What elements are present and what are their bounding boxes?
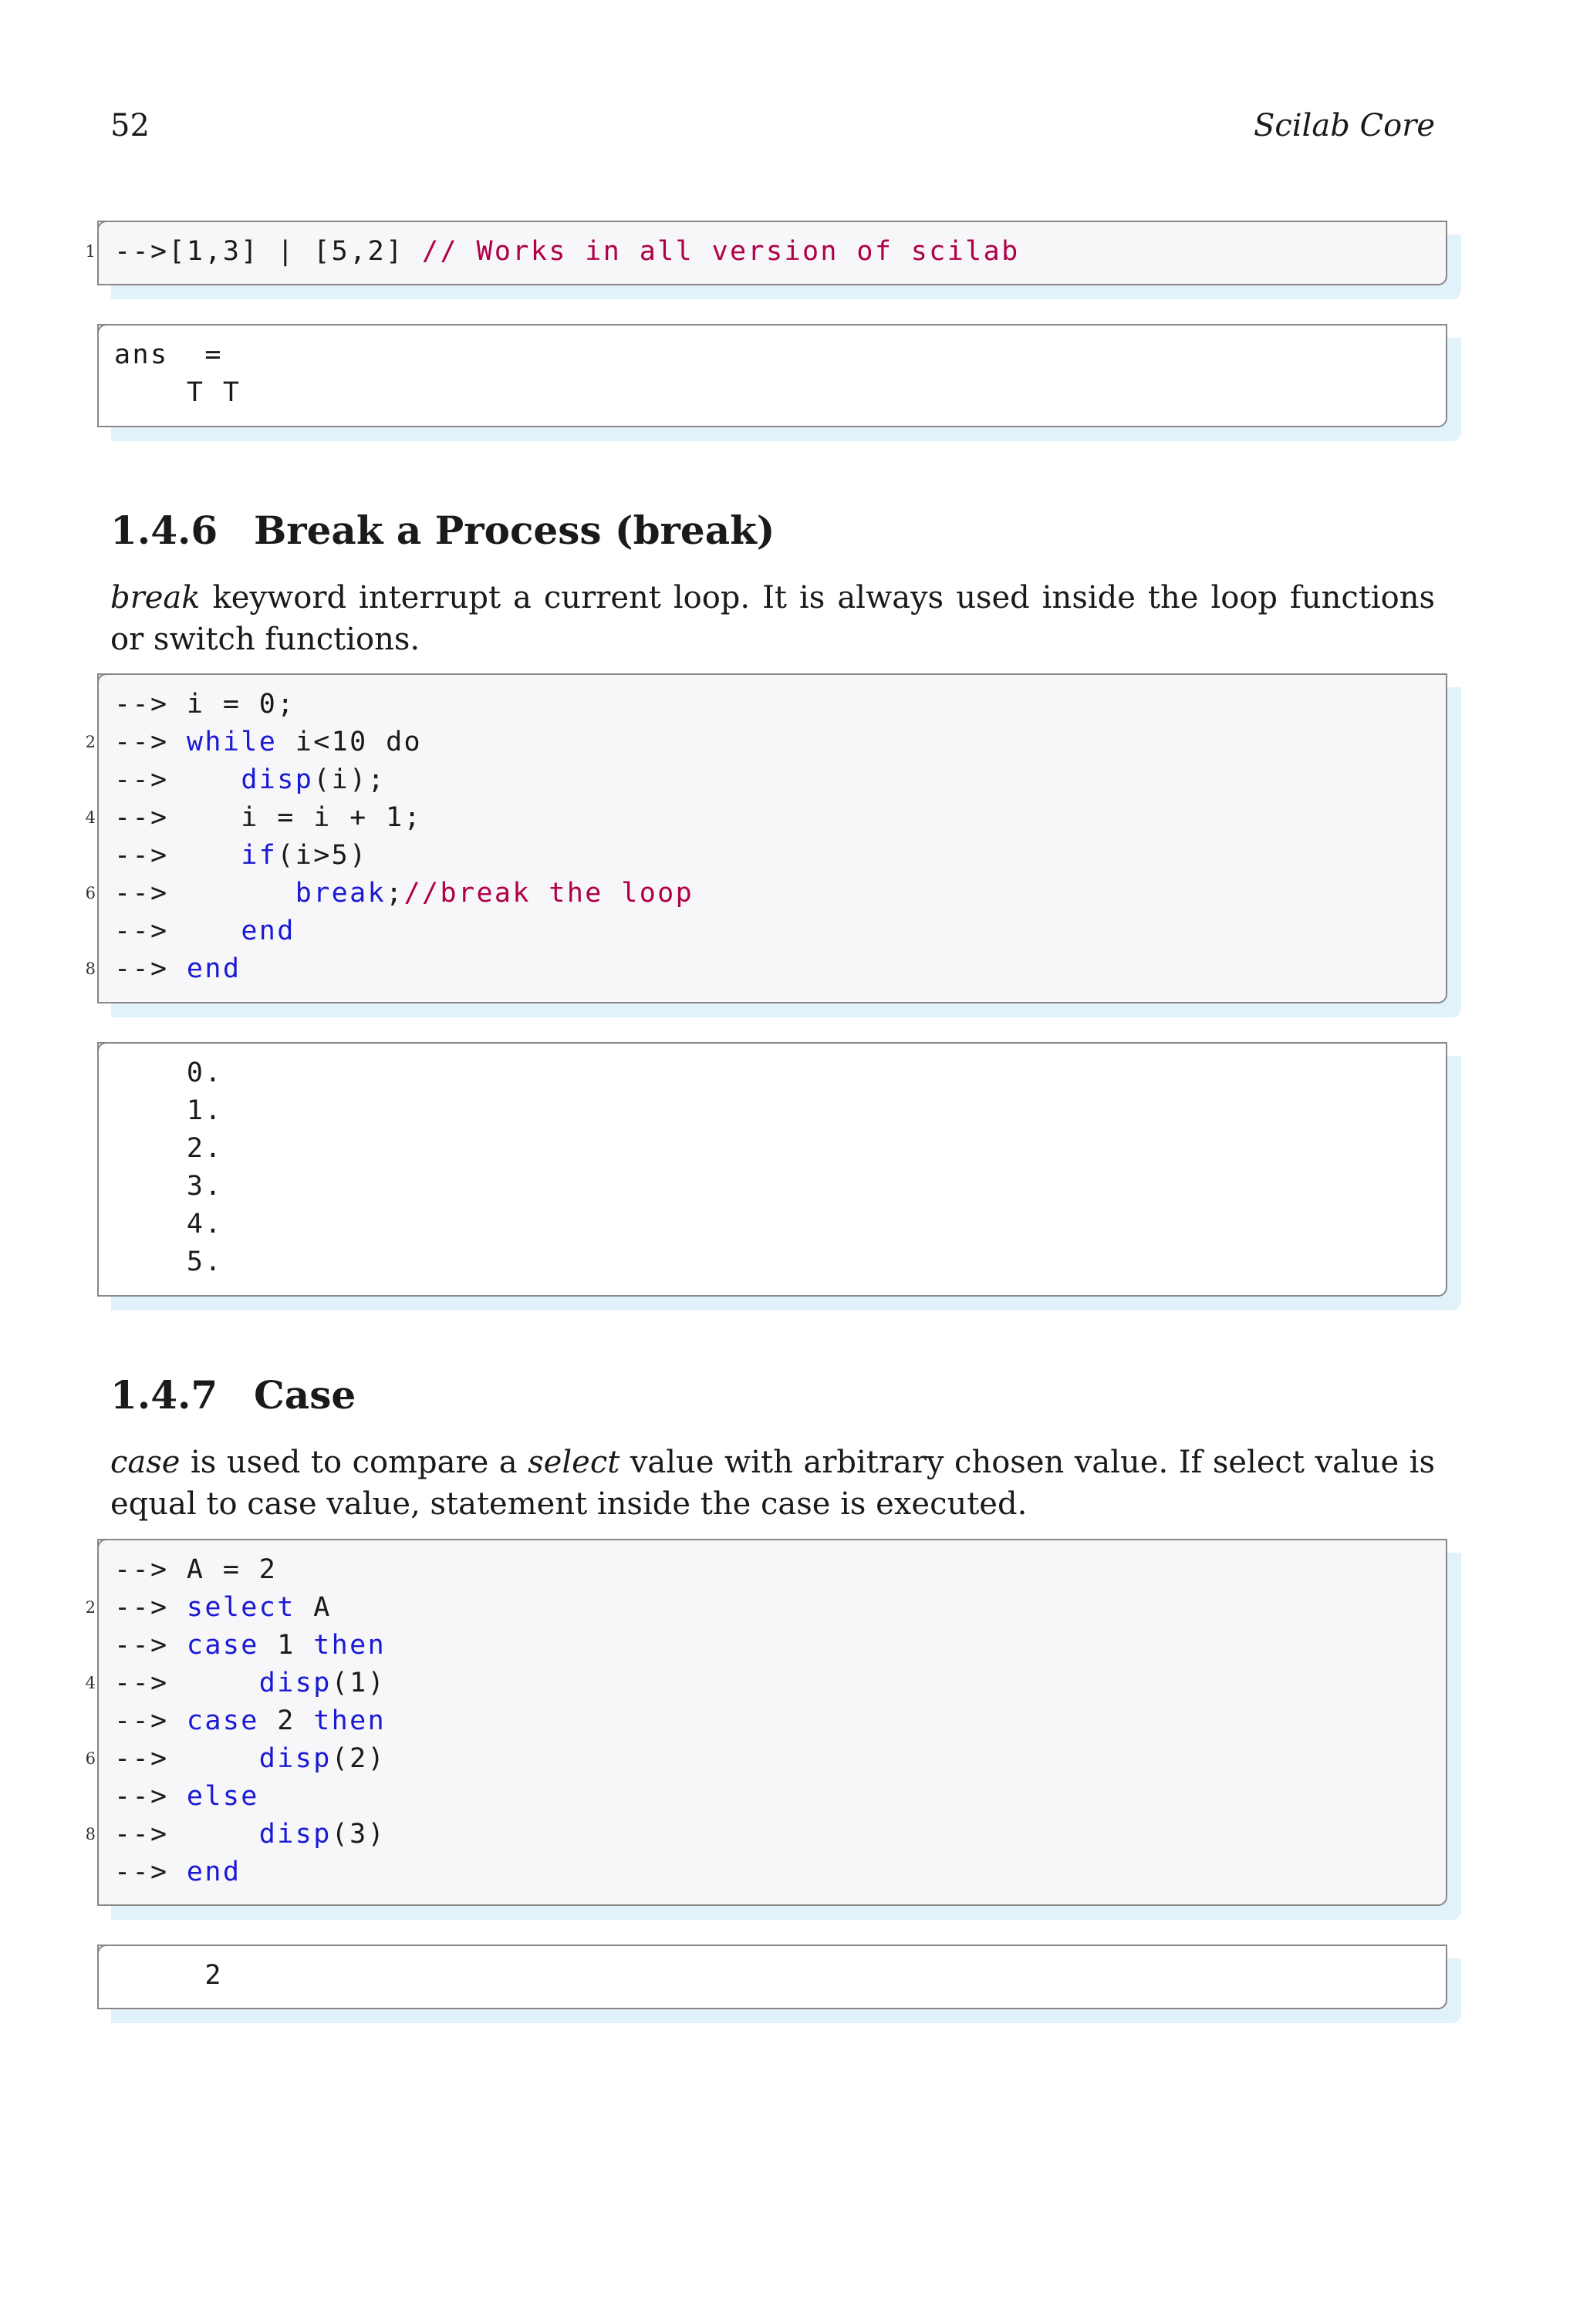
code-line: --> else [114, 1781, 259, 1812]
paragraph-break: break keyword interrupt a current loop. It is always used inside the loop functions or switch functions. [110, 580, 1435, 657]
output-line: 0. [114, 1057, 223, 1088]
output-line: 4. [114, 1209, 223, 1240]
code-line: 8 --> disp(3) [114, 1816, 386, 1853]
code-line: --> case 2 then [114, 1705, 387, 1736]
code-line: --> if(i>5) [114, 840, 368, 871]
code-line: 6 --> disp(2) [114, 1740, 386, 1778]
code-line: --> i = 0; [114, 689, 295, 720]
code-line: --> A = 2 [114, 1554, 278, 1585]
code-line: 2 --> while i<10 do [114, 724, 694, 761]
line-number: 2 [85, 1598, 96, 1617]
code-line: 4 --> disp(1) [114, 1665, 386, 1702]
line-number: 6 [85, 1749, 96, 1768]
output-line: 2 [114, 1960, 223, 1991]
line-number: 2 [85, 733, 96, 751]
code-line: --> case 1 then [114, 1630, 387, 1661]
running-head: Scilab Core [1253, 108, 1435, 143]
code-line: 6 --> break;//break the loop [114, 875, 694, 912]
code-line: 2 --> select A [114, 1589, 386, 1627]
code-block-while-loop [85, 673, 1447, 1003]
line-number: 8 [85, 960, 96, 978]
code-line: 4 --> i = i + 1; [114, 799, 694, 837]
code-line: 8 --> end [114, 950, 694, 988]
line-number: 8 [85, 1825, 96, 1843]
section-heading-break: 1.4.6 Break a Process (break) [110, 508, 775, 553]
line-number: 4 [85, 808, 96, 827]
code-block-or-example [85, 221, 1447, 285]
line-number: 1 [85, 242, 96, 261]
output-line: 1. [114, 1095, 223, 1126]
code-line: --> end [114, 916, 295, 946]
line-number: 6 [85, 884, 96, 902]
output-block-case-result [97, 1945, 1447, 2009]
section-heading-case: 1.4.7 Case [110, 1372, 356, 1418]
output-line: T T [114, 377, 241, 408]
output-line: 2. [114, 1133, 223, 1164]
code-line: 1 -->[1,3] | [5,2] // Works in all version of scilab [114, 233, 1020, 271]
code-block-select-case [85, 1539, 1447, 1906]
code-line: --> disp(i); [114, 764, 387, 795]
output-line: ans = [114, 339, 223, 370]
code-line: --> end [114, 1857, 241, 1887]
output-block-ans [97, 324, 1447, 427]
output-line: 3. [114, 1171, 223, 1202]
line-number: 4 [85, 1674, 96, 1692]
output-line: 5. [114, 1246, 223, 1277]
page-number: 52 [110, 108, 150, 143]
output-block-loop-values [97, 1042, 1447, 1297]
paragraph-case: case is used to compare a select value with arbitrary chosen value. If select value is equal to case value, statement inside the case is executed. [110, 1445, 1436, 1522]
